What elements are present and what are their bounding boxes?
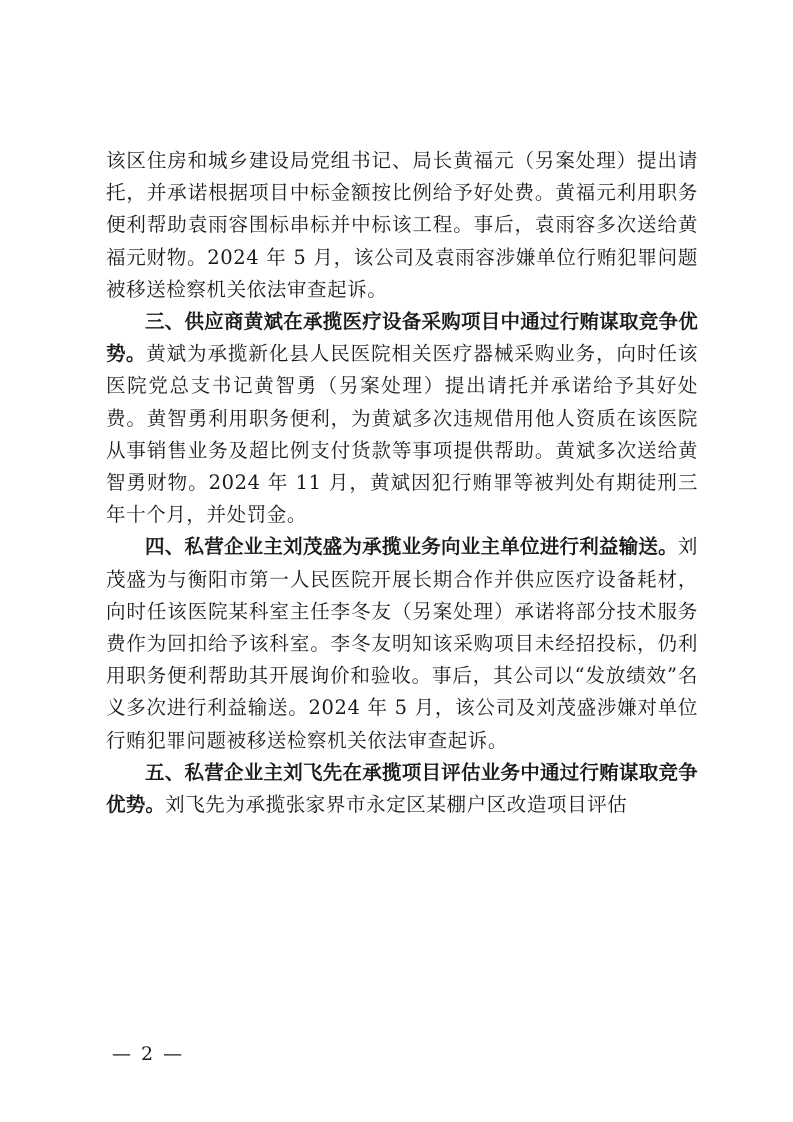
paragraph-body: 该区住房和城乡建设局党组书记、局长黄福元（另案处理）提出请托，并承诺根据项目中标金额按比例给予好处费。黄福元利用职务便利帮助袁雨容围标串标并中标该工程。事后，袁雨容多次送给黄福元财物。2024 年 5 月，该公司及袁雨容涉嫌单位行贿犯罪问题被移送检察机关依法审查起诉。 xyxy=(106,149,698,301)
paragraph-body: 刘茂盛为与衡阳市第一人民医院开展长期合作并供应医疗设备耗材，向时任该医院某科室主任李冬友（另案处理）承诺将部分技术服务费作为回扣给予该科室。李冬友明知该采购项目未经招投标，仍利用职务便利帮助其开展询价和验收。事后，其公司以“发放绩效”名义多次进行利益输送。2024 年 5 月，该公司及刘茂盛涉嫌对单位行贿犯罪问题被移送检察机关依法审查起诉。 xyxy=(106,535,698,752)
paragraph-section-four xyxy=(106,531,698,756)
section-heading: 三、供应商黄斌在承揽医疗设备采购项目中通过行贿谋取竞争优势。 xyxy=(106,310,698,366)
section-heading: 五、私营企业主刘飞先在承揽项目评估业务中通过行贿谋取竞争优势。 xyxy=(106,760,698,817)
page-number: — 2 — xyxy=(112,1043,185,1065)
paragraph-continued xyxy=(106,145,698,306)
paragraph-section-five xyxy=(106,757,698,821)
paragraph-body: 刘飞先为承揽张家界市永定区某棚户区改造项目评估 xyxy=(165,793,628,817)
paragraph-body: 黄斌为承揽新化县人民医院相关医疗器械采购业务，向时任该医院党总支书记黄智勇（另案处理）提出请托并承诺给予其好处费。黄智勇利用职务便利，为黄斌多次违规借用他人资质在该医院从事销售业务及超比例支付货款等事项提供帮助。黄斌多次送给黄智勇财物。2024 年 11 月，黄斌因犯行贿罪等被判处有期徒刑三年十个月，并处罚金。 xyxy=(106,342,698,527)
document-body xyxy=(106,145,698,821)
section-heading: 四、私营企业主刘茂盛为承揽业务向业主单位进行利益输送。 xyxy=(145,535,678,559)
paragraph-section-three xyxy=(106,306,698,531)
